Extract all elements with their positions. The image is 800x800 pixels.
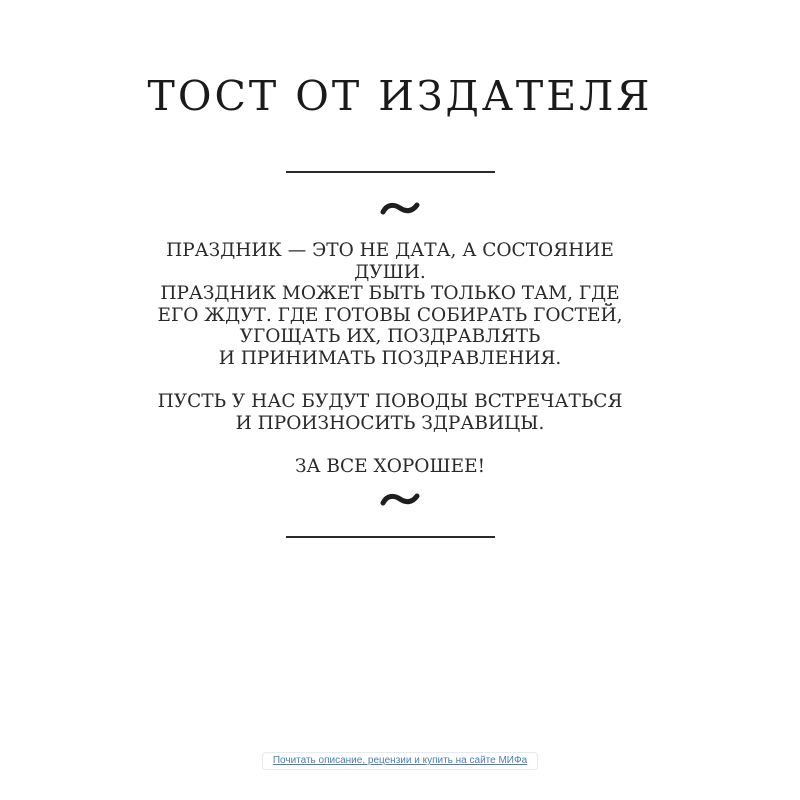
footer: [0, 748, 800, 770]
buy-on-mif-link[interactable]: Почитать описание, рецензии и купить на сайте МИФа: [262, 752, 538, 770]
page-title: ТОСТ ОТ ИЗДАТЕЛЯ: [147, 72, 653, 120]
text-line: ПРАЗДНИК — ЭТО НЕ ДАТА, А СОСТОЯНИЕ: [166, 240, 614, 261]
paragraph-1: [150, 240, 630, 369]
tilde-ornament-top: [360, 199, 440, 219]
text-line: И ПРОИЗНОСИТЬ ЗДРАВИЦЫ.: [235, 412, 545, 434]
text-line: И ПРИНИМАТЬ ПОЗДРАВЛЕНИЯ.: [218, 347, 562, 369]
toast-text: [150, 240, 630, 500]
bottom-divider: [286, 536, 495, 538]
paragraph-2: [150, 391, 630, 434]
text-line: ПРАЗДНИК МОЖЕТ БЫТЬ ТОЛЬКО ТАМ, ГДЕ: [160, 283, 620, 304]
text-line: ЕГО ЖДУТ. ГДЕ ГОТОВЫ СОБИРАТЬ ГОСТЕЙ,: [157, 304, 623, 326]
text-line: ЗА ВСЕ ХОРОШЕЕ!: [294, 456, 486, 477]
paragraph-3: [150, 456, 630, 478]
text-line: ДУШИ.: [354, 261, 426, 283]
text-line: УГОЩАТЬ ИХ, ПОЗДРАВЛЯТЬ: [239, 326, 541, 347]
tilde-ornament-bottom: [360, 490, 440, 510]
text-line: ПУСТЬ У НАС БУДУТ ПОВОДЫ ВСТРЕЧАТЬСЯ: [157, 391, 623, 412]
top-divider: [286, 171, 495, 173]
